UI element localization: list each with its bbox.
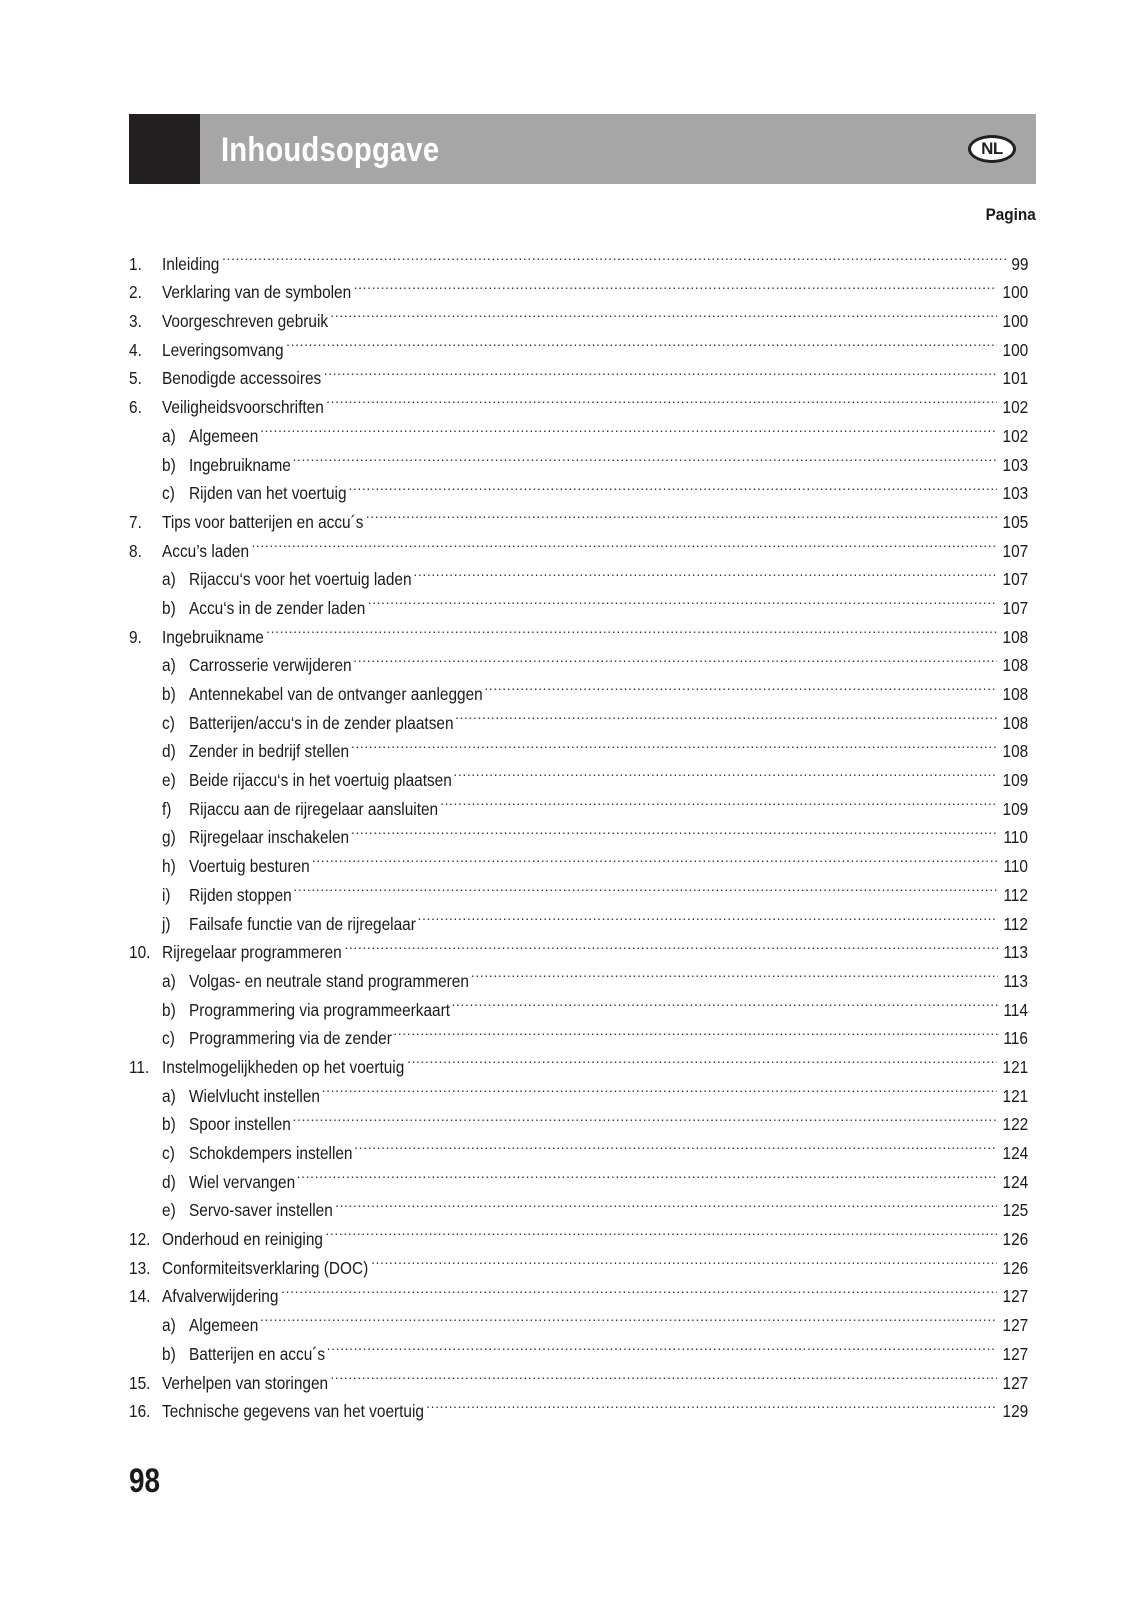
toc-entry[interactable]	[129, 585, 1028, 618]
toc-entry-sub-letter: i)	[162, 884, 172, 905]
toc-dot-leader	[407, 1044, 997, 1073]
toc-dot-leader	[312, 843, 998, 872]
toc-entry-page: 124	[1002, 1171, 1028, 1192]
toc-entry-number: 4.	[129, 339, 142, 360]
toc-dot-leader	[322, 1073, 997, 1102]
toc-entry[interactable]	[129, 270, 1028, 303]
toc-dot-leader	[222, 241, 1006, 270]
toc-entry-title: Ingebruikname	[162, 626, 265, 647]
toc-entry-page: 100	[1002, 282, 1028, 303]
toc-entry[interactable]	[129, 356, 1028, 389]
toc-entry[interactable]	[129, 298, 1028, 332]
toc-entry-sub-letter: e)	[162, 1200, 177, 1221]
toc-dot-leader	[348, 471, 996, 500]
toc-entry[interactable]	[129, 987, 1028, 1020]
toc-entry-title: Programmering via programmeerkaart	[188, 999, 450, 1020]
toc-dot-leader	[324, 356, 997, 385]
toc-dot-leader	[281, 1274, 997, 1303]
toc-entry-page: 107	[1002, 597, 1028, 618]
toc-entry-title: Rijregelaar inschakelen	[188, 827, 349, 848]
toc-entry[interactable]	[129, 815, 1028, 848]
toc-dot-leader	[452, 987, 999, 1016]
toc-entry[interactable]	[129, 1331, 1028, 1364]
toc-dot-leader	[393, 1016, 998, 1045]
toc-dot-leader	[335, 1188, 997, 1217]
toc-entry[interactable]	[129, 499, 1028, 532]
toc-entry-sub-letter: d)	[162, 1171, 177, 1192]
toc-entry-page: 112	[1003, 884, 1028, 905]
toc-entry[interactable]	[129, 1274, 1028, 1307]
toc-dot-leader	[344, 930, 998, 959]
toc-dot-leader	[353, 643, 997, 672]
toc-entry[interactable]	[129, 671, 1028, 704]
toc-dot-leader	[484, 671, 996, 700]
toc-entry-sub-letter: a)	[162, 569, 177, 590]
toc-entry[interactable]	[129, 241, 1028, 274]
toc-entry-title: Batterijen en accu´s	[188, 1343, 325, 1364]
toc-entry-title: Veiligheidsvoorschriften	[162, 397, 325, 418]
toc-dot-leader	[413, 557, 996, 586]
toc-entry-page: 126	[1002, 1229, 1028, 1250]
toc-entry[interactable]	[129, 1159, 1028, 1192]
toc-dot-leader	[286, 327, 997, 356]
toc-entry-page: 108	[1002, 655, 1028, 676]
toc-entry-page: 109	[1002, 770, 1028, 791]
toc-entry-page: 129	[1002, 1401, 1028, 1422]
toc-dot-leader	[351, 729, 997, 758]
toc-entry[interactable]	[129, 413, 1028, 446]
toc-entry-page: 107	[1002, 540, 1028, 561]
toc-entry-number: 5.	[129, 368, 142, 389]
toc-entry[interactable]	[129, 1130, 1028, 1163]
toc-entry[interactable]	[129, 958, 1028, 991]
toc-entry-title: Inleiding	[162, 253, 220, 274]
toc-entry-sub-letter: a)	[162, 1085, 177, 1106]
toc-entry-number: 3.	[129, 311, 142, 332]
toc-entry-sub-letter: b)	[162, 597, 177, 618]
toc-entry-title: Accu’s laden	[162, 540, 250, 561]
toc-entry-title: Schokdempers instellen	[188, 1143, 353, 1163]
toc-entry-page: 124	[1002, 1143, 1028, 1163]
toc-entry-title: Rijaccu aan de rijregelaar aansluiten	[188, 798, 438, 819]
toc-entry[interactable]	[129, 901, 1028, 934]
toc-entry-title: Tips voor batterijen en accu´s	[162, 511, 364, 532]
toc-entry-page: 109	[1002, 798, 1028, 819]
toc-entry[interactable]	[129, 442, 1028, 475]
toc-entry-sub-letter: b)	[162, 454, 177, 475]
toc-entry-sub-letter: a)	[162, 1315, 177, 1336]
toc-entry[interactable]	[129, 557, 1028, 590]
toc-entry-number: 15.	[129, 1372, 151, 1393]
toc-entry-number: 13.	[129, 1257, 151, 1278]
toc-entry-title: Servo-saver instellen	[188, 1200, 333, 1221]
toc-entry-page: 122	[1002, 1114, 1028, 1135]
toc-dot-leader	[293, 872, 998, 901]
toc-dot-leader	[354, 270, 997, 299]
toc-entry-title: Batterijen/accu‘s in de zender plaatsen	[188, 712, 454, 733]
toc-entry-title: Conformiteitsverklaring (DOC)	[162, 1257, 369, 1278]
toc-entry-sub-letter: e)	[162, 770, 177, 791]
toc-entry[interactable]	[129, 843, 1028, 877]
toc-entry[interactable]	[129, 930, 1028, 963]
toc-entry-sub-letter: c)	[162, 483, 176, 504]
toc-entry-sub-letter: f)	[162, 798, 172, 819]
toc-entry-sub-letter: b)	[162, 1114, 177, 1135]
toc-entry-title: Wielvlucht instellen	[188, 1085, 320, 1106]
toc-dot-leader	[368, 585, 997, 614]
toc-entry-page: 102	[1002, 397, 1028, 418]
toc-entry[interactable]	[129, 700, 1028, 733]
toc-entry-page: 127	[1002, 1372, 1028, 1393]
toc-entry-title: Algemeen	[188, 425, 259, 446]
toc-entry-title: Volgas- en neutrale stand programmeren	[188, 970, 469, 991]
toc-entry-number: 7.	[129, 511, 142, 532]
toc-entry-page: 121	[1002, 1085, 1028, 1106]
toc-entry[interactable]	[129, 1216, 1028, 1250]
header-accent-block	[129, 114, 200, 184]
toc-entry-page: 99	[1010, 253, 1028, 274]
toc-entry-number: 9.	[129, 626, 142, 647]
toc-dot-leader	[325, 1216, 996, 1245]
toc-entry-page: 126	[1002, 1257, 1028, 1278]
toc-entry-page: 114	[1003, 999, 1028, 1020]
toc-entry[interactable]	[129, 1360, 1028, 1393]
toc-dot-leader	[330, 1360, 996, 1389]
toc-entry-title: Failsafe functie van de rijregelaar	[188, 913, 416, 934]
toc-dot-leader	[453, 757, 996, 786]
toc-entry-sub-letter: g)	[162, 827, 177, 848]
toc-entry-page: 101	[1002, 368, 1028, 389]
toc-entry-page: 108	[1002, 684, 1028, 704]
toc-entry-sub-letter: b)	[162, 1343, 177, 1364]
toc-entry[interactable]	[129, 528, 1028, 561]
toc-entry[interactable]	[129, 872, 1028, 905]
toc-entry[interactable]	[129, 1044, 1028, 1077]
toc-entry-sub-letter: b)	[162, 684, 177, 704]
toc-dot-leader	[418, 901, 999, 930]
toc-dot-leader	[266, 614, 997, 643]
toc-entry-sub-letter: a)	[162, 970, 177, 991]
toc-entry-sub-letter: c)	[162, 1028, 176, 1049]
toc-entry-sub-letter: d)	[162, 741, 177, 762]
toc-entry-sub-letter: a)	[162, 425, 177, 446]
toc-dot-leader	[455, 700, 997, 729]
toc-dot-leader	[327, 1331, 997, 1360]
toc-dot-leader	[471, 958, 998, 987]
toc-entry-number: 1.	[129, 253, 142, 274]
toc-entry[interactable]	[129, 471, 1028, 504]
toc-entry-page: 103	[1002, 483, 1028, 504]
toc-entry-number: 14.	[129, 1286, 151, 1307]
language-badge: NL	[968, 135, 1016, 163]
toc-entry-title: Voorgeschreven gebruik	[162, 311, 329, 332]
toc-entry-page: 108	[1002, 712, 1028, 733]
toc-entry-title: Wiel vervangen	[188, 1171, 296, 1192]
toc-dot-leader	[351, 815, 998, 844]
toc-entry-title: Technische gegevens van het voertuig	[162, 1401, 425, 1422]
toc-entry-title: Rijaccu‘s voor het voertuig laden	[188, 569, 412, 590]
toc-entry[interactable]	[129, 643, 1028, 676]
toc-entry-page: 112	[1003, 913, 1028, 934]
toc-dot-leader	[260, 1302, 997, 1331]
toc-entry[interactable]	[129, 327, 1028, 360]
toc-entry-title: Leveringsomvang	[162, 339, 285, 360]
toc-entry-title: Rijden stoppen	[188, 884, 292, 905]
toc-entry-sub-letter: h)	[162, 856, 177, 877]
toc-entry-number: 12.	[129, 1229, 151, 1250]
toc-entry-title: Verklaring van de symbolen	[162, 282, 352, 303]
toc-entry-title: Accu‘s in de zender laden	[188, 597, 366, 618]
toc-entry-number: 8.	[129, 540, 142, 561]
toc-entry-page: 127	[1002, 1315, 1028, 1336]
toc-entry-page: 127	[1002, 1286, 1028, 1307]
toc-entry-title: Programmering via de zender	[188, 1028, 392, 1049]
toc-dot-leader	[366, 499, 997, 528]
toc-entry[interactable]	[129, 1073, 1028, 1106]
toc-entry[interactable]	[129, 786, 1028, 819]
toc-entry-number: 2.	[129, 282, 142, 303]
toc-entry-page: 127	[1002, 1343, 1028, 1364]
toc-entry-title: Carrosserie verwijderen	[188, 655, 352, 676]
toc-dot-leader	[426, 1389, 997, 1418]
toc-entry-title: Benodigde accessoires	[162, 368, 322, 389]
toc-entry-page: 107	[1002, 569, 1028, 590]
toc-dot-leader	[330, 298, 997, 327]
toc-entry-title: Verhelpen van storingen	[162, 1372, 329, 1393]
toc-entry[interactable]	[129, 1102, 1028, 1135]
toc-entry-page: 110	[1003, 827, 1028, 848]
toc-dot-leader	[297, 1159, 997, 1188]
toc-entry[interactable]	[129, 1188, 1028, 1221]
toc-entry-title: Onderhoud en reiniging	[162, 1229, 324, 1250]
page-header	[129, 114, 1036, 184]
toc-dot-leader	[251, 528, 996, 557]
toc-dot-leader	[440, 786, 997, 815]
toc-entry-title: Rijden van het voertuig	[188, 483, 347, 504]
toc-dot-leader	[354, 1130, 997, 1159]
toc-entry-page: 110	[1003, 856, 1028, 877]
toc-entry[interactable]	[129, 1389, 1028, 1422]
toc-entry-number: 16.	[129, 1401, 151, 1422]
toc-entry-sub-letter: j)	[162, 913, 172, 934]
toc-entry-page: 105	[1002, 511, 1028, 532]
toc-entry-sub-letter: c)	[162, 712, 176, 733]
toc-entry-title: Rijregelaar programmeren	[162, 942, 343, 963]
toc-entry-page: 116	[1003, 1028, 1028, 1049]
toc-entry-page: 103	[1002, 454, 1028, 475]
toc-entry-title: Zender in bedrijf stellen	[188, 741, 349, 762]
toc-entry-title: Antennekabel van de ontvanger aanleggen	[188, 684, 483, 704]
toc-dot-leader	[293, 1102, 997, 1131]
toc-entry[interactable]	[129, 1302, 1028, 1336]
page-title: Inhoudsopgave	[221, 131, 440, 169]
toc-entry-title: Spoor instellen	[188, 1114, 291, 1135]
toc-entry-page: 100	[1002, 339, 1028, 360]
toc-entry[interactable]	[129, 384, 1028, 418]
toc-dot-leader	[371, 1245, 997, 1274]
page-column-heading: Pagina	[985, 205, 1036, 224]
toc-entry-title: Ingebruikname	[188, 454, 291, 475]
toc-entry-title: Voertuig besturen	[188, 856, 310, 877]
toc-entry[interactable]	[129, 757, 1028, 791]
toc-entry-title: Algemeen	[188, 1315, 259, 1336]
toc-entry-number: 11.	[129, 1056, 150, 1077]
toc-entry-page: 108	[1002, 626, 1028, 647]
toc-entry-page: 113	[1003, 942, 1028, 963]
toc-entry[interactable]	[129, 614, 1028, 647]
toc-entry-title: Afvalverwijdering	[162, 1286, 279, 1307]
toc-entry-page: 121	[1002, 1056, 1028, 1077]
toc-entry-page: 108	[1002, 741, 1028, 762]
toc-dot-leader	[293, 442, 997, 471]
toc-entry-number: 6.	[129, 397, 142, 418]
toc-entry[interactable]	[129, 1245, 1028, 1278]
toc-entry-sub-letter: c)	[162, 1143, 176, 1163]
toc-entry-page: 100	[1002, 311, 1028, 332]
toc-entry[interactable]	[129, 729, 1028, 762]
toc-entry-page: 113	[1003, 970, 1028, 991]
toc-entry-sub-letter: a)	[162, 655, 177, 676]
page-number: 98	[129, 1462, 161, 1500]
toc-entry-number: 10.	[129, 942, 151, 963]
toc-entry-sub-letter: b)	[162, 999, 177, 1020]
toc-entry-title: Instelmogelijkheden op het voertuig	[162, 1056, 405, 1077]
toc-dot-leader	[326, 384, 997, 413]
toc-entry[interactable]	[129, 1016, 1028, 1049]
toc-entry-page: 102	[1002, 425, 1028, 446]
toc-entry-page: 125	[1002, 1200, 1028, 1221]
table-of-contents	[129, 241, 1028, 1422]
toc-entry-title: Beide rijaccu‘s in het voertuig plaatsen	[188, 770, 452, 791]
toc-dot-leader	[260, 413, 997, 442]
